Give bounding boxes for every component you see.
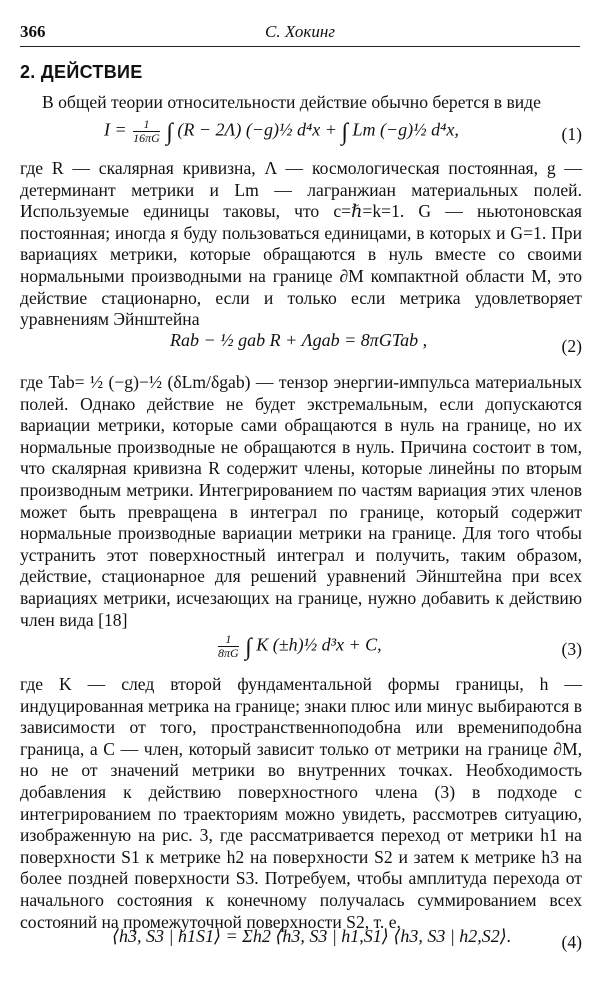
- equation-1-integrand-2: Lm (−g)½ d⁴x,: [352, 119, 459, 140]
- equation-3: [20, 633, 582, 667]
- running-title: С. Хокинг: [265, 22, 335, 41]
- integral-sign-icon: ∫: [245, 634, 252, 661]
- equation-3-number: (3): [561, 639, 582, 659]
- integral-sign-icon: ∫: [341, 119, 349, 146]
- section-title: 2. ДЕЙСТВИЕ: [20, 62, 143, 82]
- equation-2-number: (2): [561, 336, 582, 356]
- equation-1-body: [104, 118, 459, 147]
- paragraph-3: [20, 372, 582, 631]
- equation-2-body: Rab − ½ gab R + Λgab = 8πGTab ,: [170, 330, 428, 350]
- equation-3-fraction: [218, 633, 239, 660]
- equation-2: [20, 330, 582, 364]
- equation-1-fraction-den: 16πG: [133, 131, 160, 145]
- integral-sign-icon: ∫: [166, 119, 173, 146]
- equation-3-integrand: K (±h)½ d³x + C,: [256, 634, 382, 655]
- equation-4-body: ⟨h3, S3 | h1S1⟩ = Σh2 ⟨h3, S3 | h1,S1⟩ ⟨h3, S3 | h2,S2⟩.: [112, 926, 512, 946]
- equation-1-number: (1): [561, 124, 582, 144]
- paragraph-1: [20, 92, 582, 114]
- paragraph-4-text: где K — след второй фундаментальной формы границы, h — индуцированная метрика на границе; знаки плюс или минус выбираются в зависимости от того, пространственноподобна или времениподобна граница, а C — член, который зависит только от метрики на границе ∂M, но не от значений метрики во внутренних точках. Необходимость добавления к действию поверхностного члена (3) в подходе с интегрированием по траекториям можно увидеть, рассмотрев ситуацию, изображенную на рис. 3, где рассматривается переход от метрики h1 на поверхности S1 к метрике h2 на поверхности S2 и затем к метрике h3 на более поздней поверхности S3. Потребуем, чтобы амплитуда перехода от начального состояния к конечному получалась суммированием всех состояний на промежуточной поверхности S2, т. е.: [20, 674, 582, 932]
- paragraph-4: [20, 674, 582, 933]
- equation-3-fraction-num: 1: [225, 632, 232, 646]
- equation-4: [20, 926, 582, 960]
- paragraph-1-text: В общей теории относительности действие обычно берется в виде: [42, 92, 541, 112]
- equation-3-body: [216, 633, 382, 662]
- equation-1-lhs: I =: [104, 119, 127, 140]
- equation-1-fraction-num: 1: [143, 117, 150, 131]
- paragraph-3-text: где Tab= ½ (−g)−½ (δLm/δgab) — тензор энергии-импульса материальных полей. Однако действие не будет экстремальным, если допускаются вариации метрики, которые сами обращаются в нуль на границе, но их нормальные производные не обращаются в нуль. Причина состоит в том, что скалярная кривизна R содержит члены, которые линейны по вторым производным метрики. Интегрированием по частям вариация этих членов может быть превращена в интеграл по границе, который содержит нормальные производные вариации метрики на границе. Для того чтобы устранить этот поверхностный интеграл и получить, таким образом, действие, стационарное для решений уравнений Эйнштейна при всех вариациях метрики, исчезающих на границе, нужно добавить к действию член вида [18]: [20, 372, 582, 630]
- equation-1: [20, 118, 582, 152]
- paragraph-2-text: где R — скалярная кривизна, Λ — космологическая постоянная, g — детерминант метрики и Lm — лагранжиан материальных полей. Используемые единицы таковы, что c=ℏ=k=1. G — ньютоновская постоянная; иногда я буду пользоваться единицами, в которых и G=1. При вариациях метрики, которые обращаются в нуль вместе со своими нормальными производными на границе ∂M компактной области M, это действие стационарно, если и только если метрика удовлетворяет уравнениям Эйнштейна: [20, 158, 582, 330]
- paragraph-2: [20, 158, 582, 331]
- equation-1-fraction: [133, 118, 160, 145]
- equation-3-fraction-den: 8πG: [218, 646, 239, 660]
- page-number: 366: [20, 22, 46, 41]
- equation-4-number: (4): [561, 932, 582, 952]
- page-header: [20, 22, 580, 47]
- equation-1-integrand-1: (R − 2Λ) (−g)½ d⁴x +: [177, 119, 337, 140]
